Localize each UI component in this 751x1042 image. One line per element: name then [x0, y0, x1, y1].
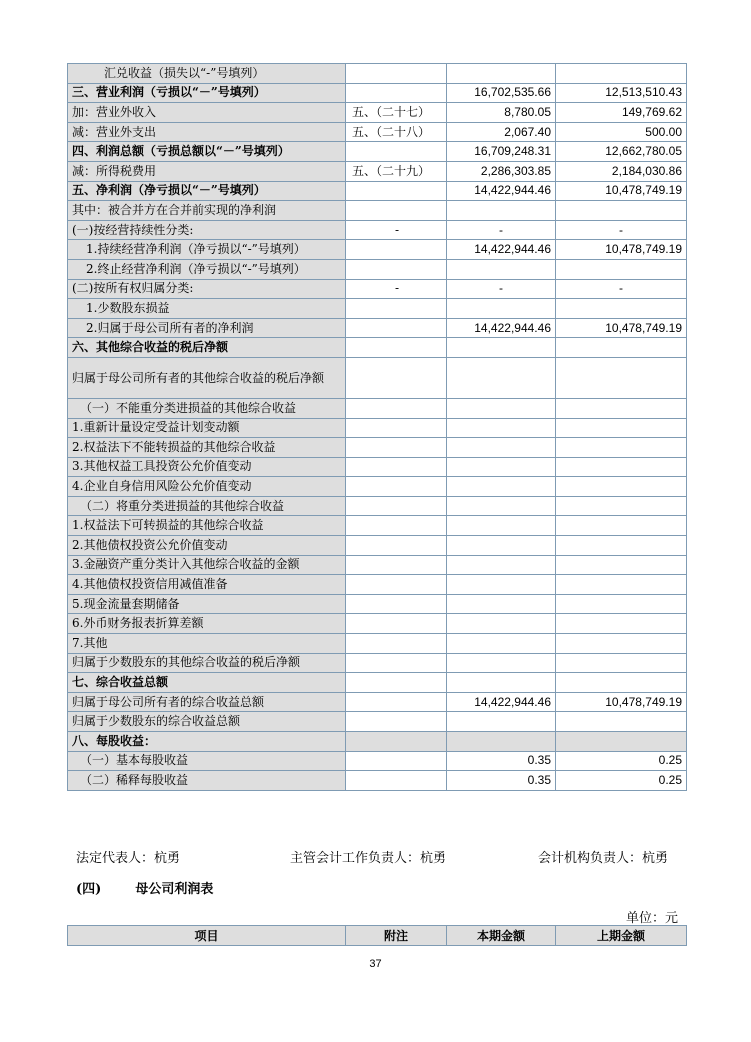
row-item-cell: 减：营业外支出: [68, 122, 346, 142]
row-prior-amount-cell: [556, 653, 687, 673]
row-item-cell: 1.重新计量设定受益计划变动额: [68, 418, 346, 438]
income-statement-table: [67, 63, 687, 791]
row-prior-amount-cell: 12,662,780.05: [556, 142, 687, 162]
row-prior-amount-cell: [556, 536, 687, 556]
row-current-amount-cell: -: [447, 279, 556, 299]
row-item-cell: （二）将重分类进损益的其他综合收益: [68, 496, 346, 516]
row-prior-amount-cell: [556, 357, 687, 398]
row-item-cell: 其中：被合并方在合并前实现的净利润: [68, 201, 346, 221]
table-row: [68, 438, 687, 458]
row-current-amount-cell: 14,422,944.46: [447, 692, 556, 712]
table-row: [68, 398, 687, 418]
row-prior-amount-cell: [556, 732, 687, 752]
row-note-cell: 五、（二十九）: [346, 161, 447, 181]
row-current-amount-cell: [447, 259, 556, 279]
row-prior-amount-cell: [556, 299, 687, 319]
row-current-amount-cell: [447, 201, 556, 221]
row-note-cell: [346, 201, 447, 221]
row-note-cell: [346, 594, 447, 614]
table-row: [68, 575, 687, 595]
row-item-cell: 1.权益法下可转损益的其他综合收益: [68, 516, 346, 536]
row-item-cell: (二)按所有权归属分类:: [68, 279, 346, 299]
row-current-amount-cell: [447, 418, 556, 438]
row-current-amount-cell: [447, 712, 556, 732]
row-note-cell: [346, 496, 447, 516]
row-item-cell: 1.持续经营净利润（净亏损以“-”号填列）: [68, 240, 346, 260]
table-row: [68, 516, 687, 536]
table-row: [68, 83, 687, 103]
row-item-cell: 2.归属于母公司所有者的净利润: [68, 318, 346, 338]
row-note-cell: [346, 575, 447, 595]
row-note-cell: [346, 259, 447, 279]
row-item-cell: 1.少数股东损益: [68, 299, 346, 319]
row-item-cell: 4.企业自身信用风险公允价值变动: [68, 477, 346, 497]
row-prior-amount-cell: 0.25: [556, 771, 687, 791]
table-row: [68, 357, 687, 398]
row-current-amount-cell: [447, 496, 556, 516]
row-current-amount-cell: [447, 575, 556, 595]
row-prior-amount-cell: [556, 594, 687, 614]
row-item-cell: 减：所得税费用: [68, 161, 346, 181]
table-row: [68, 299, 687, 319]
page-number: 37: [369, 958, 382, 970]
header-current: 本期金额: [447, 926, 556, 946]
row-prior-amount-cell: -: [556, 220, 687, 240]
table-row: [68, 477, 687, 497]
table-row: [68, 673, 687, 693]
row-item-cell: 2.其他债权投资公允价值变动: [68, 536, 346, 556]
row-item-cell: 六、其他综合收益的税后净额: [68, 338, 346, 358]
row-note-cell: [346, 240, 447, 260]
row-item-cell: 四、利润总额（亏损总额以“－”号填列）: [68, 142, 346, 162]
row-prior-amount-cell: -: [556, 279, 687, 299]
row-current-amount-cell: [447, 64, 556, 84]
row-current-amount-cell: [447, 732, 556, 752]
row-note-cell: [346, 418, 447, 438]
table-row: [68, 634, 687, 654]
row-item-cell: 五、净利润（净亏损以“－”号填列）: [68, 181, 346, 201]
row-prior-amount-cell: [556, 477, 687, 497]
row-prior-amount-cell: [556, 457, 687, 477]
row-note-cell: [346, 771, 447, 791]
table-row: [68, 338, 687, 358]
row-item-cell: 归属于母公司所有者的其他综合收益的税后净额: [68, 357, 346, 398]
row-note-cell: [346, 673, 447, 693]
row-item-cell: （二）稀释每股收益: [68, 771, 346, 791]
unit-label: 单位：元: [625, 911, 678, 926]
table-row: [68, 259, 687, 279]
row-prior-amount-cell: [556, 555, 687, 575]
legal-representative-signature: 法定代表人：杭勇: [76, 851, 181, 866]
row-current-amount-cell: 2,067.40: [447, 122, 556, 142]
row-prior-amount-cell: 10,478,749.19: [556, 318, 687, 338]
row-current-amount-cell: [447, 398, 556, 418]
row-note-cell: [346, 536, 447, 556]
row-note-cell: [346, 181, 447, 201]
table-row: [68, 279, 687, 299]
row-note-cell: [346, 692, 447, 712]
row-prior-amount-cell: [556, 201, 687, 221]
row-current-amount-cell: 0.35: [447, 751, 556, 771]
table-row: [68, 496, 687, 516]
row-item-cell: 汇兑收益（损失以“-”号填列）: [68, 64, 346, 84]
row-prior-amount-cell: [556, 614, 687, 634]
table-row: [68, 555, 687, 575]
row-note-cell: [346, 653, 447, 673]
row-current-amount-cell: -: [447, 220, 556, 240]
row-prior-amount-cell: 149,769.62: [556, 103, 687, 123]
row-current-amount-cell: [447, 338, 556, 358]
accounting-head-signature: 主管会计工作负责人：杭勇: [290, 851, 447, 866]
table-row: [68, 614, 687, 634]
header-item: 项目: [68, 926, 346, 946]
row-item-cell: 6.外币财务报表折算差额: [68, 614, 346, 634]
row-prior-amount-cell: 500.00: [556, 122, 687, 142]
row-item-cell: 加：营业外收入: [68, 103, 346, 123]
row-current-amount-cell: 0.35: [447, 771, 556, 791]
table-row: [68, 240, 687, 260]
row-item-cell: 3.其他权益工具投资公允价值变动: [68, 457, 346, 477]
row-prior-amount-cell: [556, 418, 687, 438]
row-note-cell: 五、（二十七）: [346, 103, 447, 123]
row-prior-amount-cell: [556, 712, 687, 732]
row-item-cell: 7.其他: [68, 634, 346, 654]
row-prior-amount-cell: [556, 496, 687, 516]
table-row: [68, 201, 687, 221]
section-title: 母公司利润表: [135, 882, 214, 897]
row-current-amount-cell: [447, 438, 556, 458]
section-number: (四): [76, 882, 102, 897]
row-item-cell: 4.其他债权投资信用减值准备: [68, 575, 346, 595]
row-prior-amount-cell: [556, 634, 687, 654]
row-note-cell: [346, 318, 447, 338]
table-row: [68, 181, 687, 201]
row-current-amount-cell: [447, 634, 556, 654]
row-item-cell: 归属于少数股东的综合收益总额: [68, 712, 346, 732]
table-body: [68, 64, 687, 791]
row-note-cell: [346, 357, 447, 398]
row-prior-amount-cell: [556, 516, 687, 536]
row-note-cell: [346, 338, 447, 358]
row-note-cell: [346, 516, 447, 536]
row-note-cell: [346, 555, 447, 575]
table-row: [68, 751, 687, 771]
row-current-amount-cell: [447, 457, 556, 477]
table-row: [68, 418, 687, 438]
row-note-cell: [346, 614, 447, 634]
row-prior-amount-cell: [556, 398, 687, 418]
row-item-cell: 2.权益法下不能转损益的其他综合收益: [68, 438, 346, 458]
table-row: [68, 457, 687, 477]
row-note-cell: [346, 299, 447, 319]
table-row: [68, 64, 687, 84]
row-prior-amount-cell: 0.25: [556, 751, 687, 771]
table-row: [68, 220, 687, 240]
header-prior: 上期金额: [556, 926, 687, 946]
row-prior-amount-cell: [556, 259, 687, 279]
row-note-cell: [346, 477, 447, 497]
agency-head-signature: 会计机构负责人：杭勇: [538, 851, 669, 866]
row-current-amount-cell: [447, 653, 556, 673]
row-current-amount-cell: 14,422,944.46: [447, 181, 556, 201]
row-current-amount-cell: [447, 673, 556, 693]
row-current-amount-cell: [447, 614, 556, 634]
table-row: [68, 103, 687, 123]
table-row: [68, 122, 687, 142]
table-row: [68, 536, 687, 556]
section-heading: [76, 878, 213, 897]
row-item-cell: 三、营业利润（亏损以“－”号填列）: [68, 83, 346, 103]
row-current-amount-cell: [447, 594, 556, 614]
row-prior-amount-cell: [556, 64, 687, 84]
row-prior-amount-cell: [556, 338, 687, 358]
header-row: [68, 926, 687, 946]
row-item-cell: (一)按经营持续性分类:: [68, 220, 346, 240]
row-note-cell: [346, 142, 447, 162]
table-row: [68, 771, 687, 791]
row-current-amount-cell: [447, 299, 556, 319]
row-note-cell: [346, 712, 447, 732]
row-note-cell: [346, 732, 447, 752]
row-note-cell: -: [346, 279, 447, 299]
row-current-amount-cell: 2,286,303.85: [447, 161, 556, 181]
row-item-cell: 5.现金流量套期储备: [68, 594, 346, 614]
row-item-cell: 2.终止经营净利润（净亏损以“-”号填列）: [68, 259, 346, 279]
table-row: [68, 712, 687, 732]
row-current-amount-cell: [447, 516, 556, 536]
row-note-cell: [346, 634, 447, 654]
row-note-cell: [346, 751, 447, 771]
row-item-cell: 归属于少数股东的其他综合收益的税后净额: [68, 653, 346, 673]
row-item-cell: 3.金融资产重分类计入其他综合收益的金额: [68, 555, 346, 575]
row-note-cell: -: [346, 220, 447, 240]
row-current-amount-cell: 16,709,248.31: [447, 142, 556, 162]
row-current-amount-cell: [447, 477, 556, 497]
row-prior-amount-cell: 10,478,749.19: [556, 181, 687, 201]
row-current-amount-cell: [447, 536, 556, 556]
row-prior-amount-cell: [556, 438, 687, 458]
row-item-cell: （一）不能重分类进损益的其他综合收益: [68, 398, 346, 418]
row-note-cell: [346, 438, 447, 458]
row-note-cell: 五、（二十八）: [346, 122, 447, 142]
row-prior-amount-cell: [556, 575, 687, 595]
table-row: [68, 653, 687, 673]
parent-income-statement-header: [67, 925, 687, 946]
table-row: [68, 732, 687, 752]
row-prior-amount-cell: 10,478,749.19: [556, 240, 687, 260]
row-prior-amount-cell: 12,513,510.43: [556, 83, 687, 103]
row-note-cell: [346, 83, 447, 103]
table-row: [68, 594, 687, 614]
row-item-cell: 八、每股收益：: [68, 732, 346, 752]
row-note-cell: [346, 398, 447, 418]
row-note-cell: [346, 457, 447, 477]
row-item-cell: 七、综合收益总额: [68, 673, 346, 693]
row-current-amount-cell: 16,702,535.66: [447, 83, 556, 103]
table-row: [68, 142, 687, 162]
row-current-amount-cell: 8,780.05: [447, 103, 556, 123]
row-prior-amount-cell: [556, 673, 687, 693]
row-prior-amount-cell: 2,184,030.86: [556, 161, 687, 181]
row-current-amount-cell: [447, 357, 556, 398]
table-row: [68, 161, 687, 181]
table-row: [68, 692, 687, 712]
row-current-amount-cell: [447, 555, 556, 575]
header-note: 附注: [346, 926, 447, 946]
row-item-cell: 归属于母公司所有者的综合收益总额: [68, 692, 346, 712]
row-item-cell: （一）基本每股收益: [68, 751, 346, 771]
row-note-cell: [346, 64, 447, 84]
table-row: [68, 318, 687, 338]
row-current-amount-cell: 14,422,944.46: [447, 318, 556, 338]
row-prior-amount-cell: 10,478,749.19: [556, 692, 687, 712]
row-current-amount-cell: 14,422,944.46: [447, 240, 556, 260]
